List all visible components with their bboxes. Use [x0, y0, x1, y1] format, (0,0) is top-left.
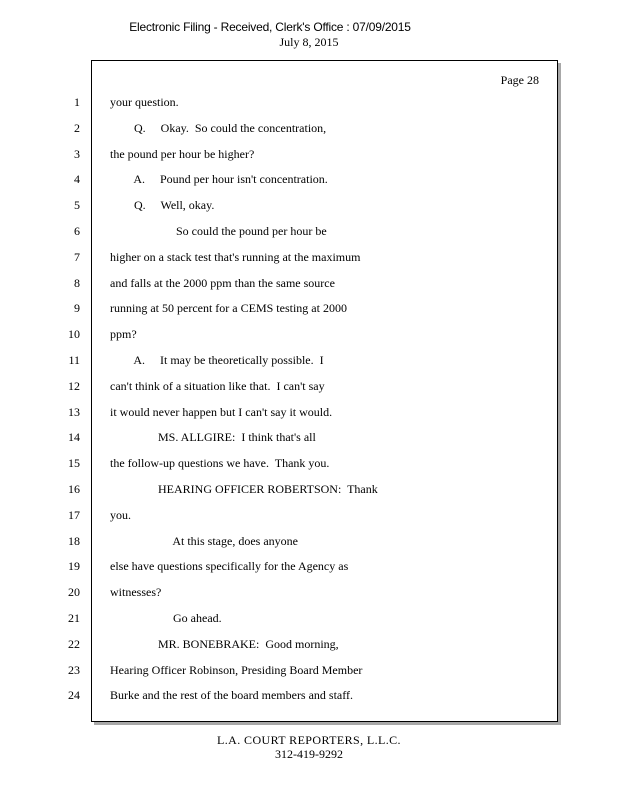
- transcript-line: higher on a stack test that's running at the maximum: [110, 250, 361, 264]
- transcript-line: ppm?: [110, 327, 137, 341]
- line-number: 16: [68, 482, 80, 496]
- line-number: 1: [74, 95, 80, 109]
- transcript-line: you.: [110, 508, 131, 522]
- transcript-line: else have questions specifically for the Agency as: [110, 559, 349, 573]
- transcript-line: Q. Well, okay.: [110, 198, 215, 212]
- transcript-line: Burke and the rest of the board members and staff.: [110, 688, 354, 702]
- transcript-line: your question.: [110, 95, 179, 109]
- line-number: 15: [68, 456, 80, 470]
- line-number: 6: [74, 224, 80, 238]
- transcript-line: A. Pound per hour isn't concentration.: [110, 172, 328, 186]
- line-number: 18: [68, 534, 80, 548]
- line-number: 9: [74, 301, 80, 315]
- filing-date: July 8, 2015: [279, 35, 339, 49]
- filing-stamp: Electronic Filing - Received, Clerk's Office : 07/09/2015: [129, 20, 411, 34]
- transcript-line: Go ahead.: [110, 611, 222, 625]
- line-number: 17: [68, 508, 80, 522]
- line-number: 14: [68, 430, 80, 444]
- transcript-line: can't think of a situation like that. I can't say: [110, 379, 325, 393]
- line-number: 12: [68, 379, 80, 393]
- line-number: 11: [68, 353, 80, 367]
- line-number: 13: [68, 405, 80, 419]
- transcript-line: MS. ALLGIRE: I think that's all: [110, 430, 316, 444]
- transcript-line: the follow-up questions we have. Thank you.: [110, 456, 330, 470]
- line-number: 7: [74, 250, 80, 264]
- line-number: 21: [68, 611, 80, 625]
- transcript-line: the pound per hour be higher?: [110, 147, 255, 161]
- line-number: 5: [74, 198, 80, 212]
- court-reporter-company: L.A. COURT REPORTERS, L.L.C.: [217, 733, 401, 747]
- transcript-line: At this stage, does anyone: [110, 534, 298, 548]
- transcript-line: So could the pound per hour be: [110, 224, 327, 238]
- line-number: 10: [68, 327, 80, 341]
- line-number: 20: [68, 585, 80, 599]
- transcript-line: Q. Okay. So could the concentration,: [110, 121, 327, 135]
- transcript-line: MR. BONEBRAKE: Good morning,: [110, 637, 339, 651]
- line-number: 23: [68, 663, 80, 677]
- transcript-line: A. It may be theoretically possible. I: [110, 353, 324, 367]
- transcript-line: Hearing Officer Robinson, Presiding Board Member: [110, 663, 363, 677]
- transcript-line: running at 50 percent for a CEMS testing at 2000: [110, 301, 347, 315]
- line-number: 24: [68, 688, 80, 702]
- line-number: 19: [68, 559, 80, 573]
- transcript-line: witnesses?: [110, 585, 162, 599]
- line-number: 3: [74, 147, 80, 161]
- transcript-line: HEARING OFFICER ROBERTSON: Thank: [110, 482, 378, 496]
- page-number: Page 28: [500, 73, 539, 87]
- line-number: 4: [74, 172, 80, 186]
- line-number: 22: [68, 637, 80, 651]
- transcript-line: it would never happen but I can't say it would.: [110, 405, 333, 419]
- line-number: 2: [74, 121, 80, 135]
- transcript-line: and falls at the 2000 ppm than the same source: [110, 276, 335, 290]
- court-reporter-phone: 312-419-9292: [275, 747, 343, 761]
- line-number: 8: [74, 276, 80, 290]
